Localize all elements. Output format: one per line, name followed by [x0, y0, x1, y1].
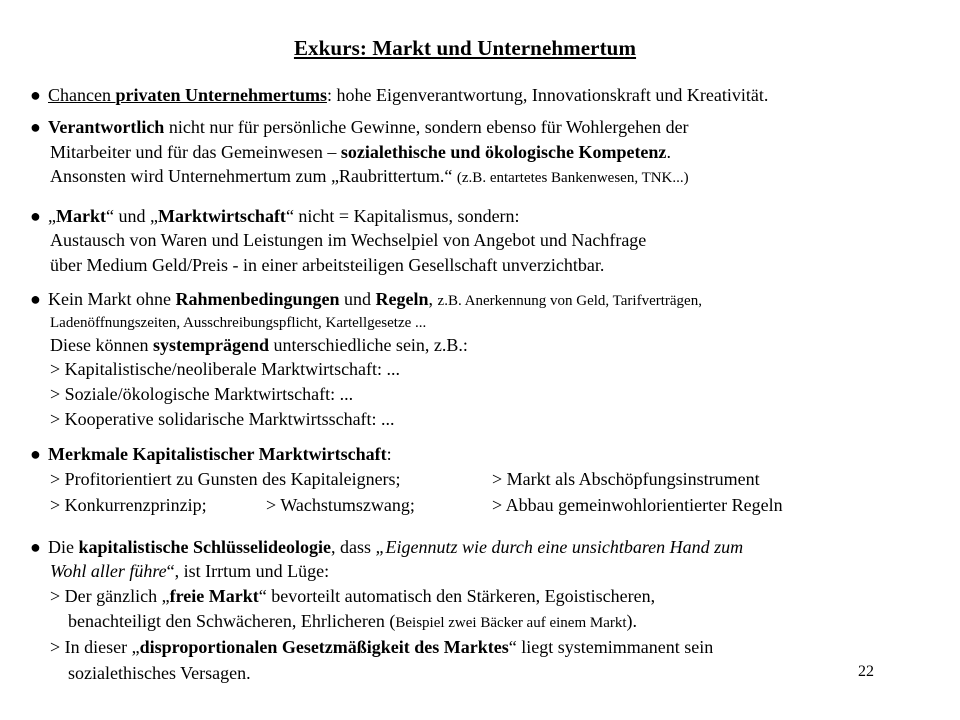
bullet-icon: ●: [30, 444, 41, 464]
section-ideology-line4: benachteiligt den Schwächeren, Ehrlicheren (Beispiel zwei Bäcker auf einem Markt).: [68, 611, 638, 631]
section-rules-line1: ● Kein Markt ohne Rahmenbedingungen und Regeln, z.B. Anerkennung von Geld, Tarifverträgen,: [30, 289, 702, 309]
bullet-icon: ●: [30, 206, 41, 226]
section-capitalist-features-line1: ● Merkmale Kapitalistischer Marktwirtschaft:: [30, 444, 392, 464]
section-capitalist-features-line3c: > Abbau gemeinwohlorientierter Regeln: [492, 495, 783, 515]
section-market-line1: ● „Markt“ und „Marktwirtschaft“ nicht = Kapitalismus, sondern:: [30, 206, 520, 226]
section-capitalist-features-line3b: > Wachstumszwang;: [266, 495, 415, 515]
section-ideology-line3: > Der gänzlich „freie Markt“ bevorteilt automatisch den Stärkeren, Egoistischeren,: [50, 586, 656, 606]
slide-title: Exkurs: Markt und Unternehmertum: [293, 36, 637, 60]
section-market-line2: Austausch von Waren und Leistungen im Wechselpiel von Angebot und Nachfrage: [50, 230, 647, 250]
bullet-icon: ●: [30, 85, 41, 105]
bullet-icon: ●: [30, 117, 41, 137]
section-capitalist-features-line2b: > Markt als Abschöpfungsinstrument: [492, 469, 760, 489]
section-responsibility-line3: Ansonsten wird Unternehmertum zum „Raubrittertum.“ (z.B. entartetes Bankenwesen, TNK...): [50, 166, 689, 186]
section-market-line3: über Medium Geld/Preis - in einer arbeitsteiligen Gesellschaft unverzichtbar.: [50, 255, 605, 275]
section-ideology-line2: Wohl aller führe“, ist Irrtum und Lüge:: [50, 561, 330, 581]
section-responsibility-line1: ● Verantwortlich nicht nur für persönliche Gewinne, sondern ebenso für Wohlergehen der: [30, 117, 689, 137]
section-capitalist-features-line2a: > Profitorientiert zu Gunsten des Kapitaleigners;: [50, 469, 401, 489]
bullet-icon: ●: [30, 289, 41, 309]
page-number: 22: [858, 663, 874, 680]
bullet-icon: ●: [30, 537, 41, 557]
section-rules-line4: > Kapitalistische/neoliberale Marktwirtschaft: ...: [50, 359, 401, 379]
section-private-enterprise: ● Chancen privaten Unternehmertums: hohe Eigenverantwortung, Innovationskraft und Kreativität.: [30, 85, 769, 105]
section-rules-line6: > Kooperative solidarische Marktwirtsschaft: ...: [50, 409, 395, 429]
section-capitalist-features-line3a: > Konkurrenzprinzip;: [50, 495, 207, 515]
section-rules-line5: > Soziale/ökologische Marktwirtschaft: ...: [50, 384, 354, 404]
section-responsibility-line2: Mitarbeiter und für das Gemeinwesen – sozialethische und ökologische Kompetenz.: [50, 142, 671, 162]
section-rules-line3: Diese können systemprägend unterschiedliche sein, z.B.:: [50, 335, 468, 355]
section-rules-line2: Ladenöffnungszeiten, Ausschreibungspflicht, Kartellgesetze ...: [50, 315, 427, 331]
section-ideology-line6: sozialethisches Versagen.: [68, 663, 251, 683]
section-ideology-line1: ● Die kapitalistische Schlüsselideologie, dass „Eigennutz wie durch eine unsichtbaren Hand zum: [30, 537, 744, 557]
section-ideology-line5: > In dieser „disproportionalen Gesetzmäßigkeit des Marktes“ liegt systemimmanent sein: [50, 637, 714, 657]
